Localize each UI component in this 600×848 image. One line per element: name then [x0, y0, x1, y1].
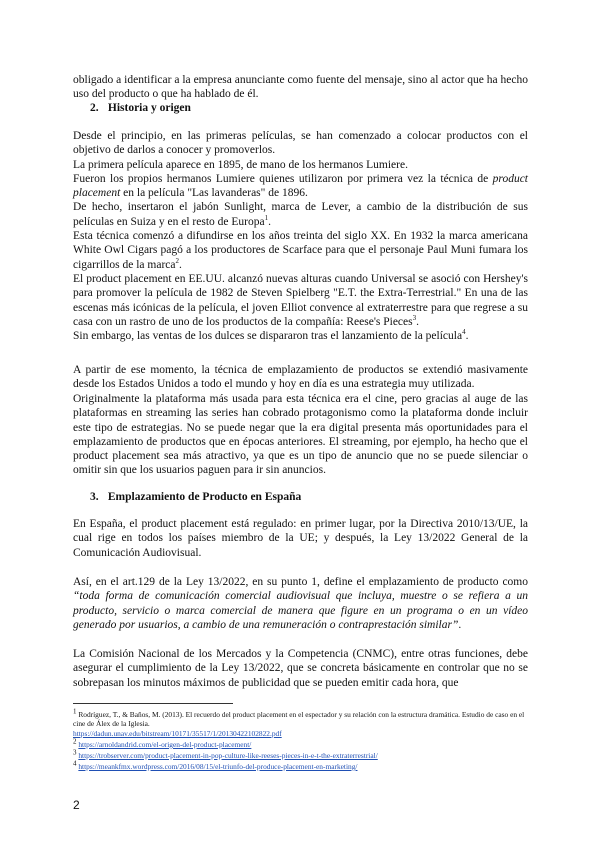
page-number: 2: [73, 798, 80, 812]
text-line: Desde el principio, en las primeras películas, se han comenzado a colocar productos con el objetivo de darlos a conocer y promoverlos.: [73, 130, 528, 157]
footnote-3: $^3$ https://trobserver.com/product-placement-in-pop-culture-like-reeses-pieces-in-e-t-the-extraterrestrial/: [73, 748, 378, 760]
footnote-2: $^2$ https://arnoldandrid.com/el-origen-del-product-placement/: [73, 737, 252, 749]
espana-paragraph-1: En España, el product placement está regulado: en primer lugar, por la Directiva 2010/13/UE, la cual rige en todos los países miembro de la UE; y después, la Ley 13/2022 General de la Comunicación Audiovisual.: [73, 518, 528, 559]
footnote-link[interactable]: https://meankfmx.wordpress.com/2016/08/15/el-triunfo-del-produce-placement-en-marketing/: [78, 762, 358, 771]
text-line: Sin embargo, las ventas de los dulces se dispararon tras el lanzamiento de la película$^4$.: [73, 328, 469, 343]
footnote-link[interactable]: https://trobserver.com/product-placement-in-pop-culture-like-reeses-pieces-in-e-t-the-extraterrestrial/: [78, 751, 378, 760]
footnote-ref[interactable]: 1: [264, 213, 269, 222]
section-number: 2.: [90, 102, 99, 114]
historia-paragraph-2: A partir de ese momento, la técnica de emplazamiento de productos se extendió masivamente desde los Estados Unidos a todo el mundo y hoy en día es una estrategia muy utilizada.: [73, 364, 528, 391]
text-line: El product placement en EE.UU. alcanzó nuevas alturas cuando Universal se asoció con Hershey's para promover la película de 1982 de Steven Spielberg "E.T. the Extra-Terrestrial." En una de las escenas más icónicas de la película, el joven Elliot convence al extraterrestre para que regrese a su casa con un rastro de uno de los productos de la compañía: Reese's Pieces$^3$.: [73, 272, 528, 328]
footnote-ref[interactable]: 3: [412, 314, 417, 323]
footnote-link[interactable]: https://dadun.unav.edu/bitstream/10171/35517/1/20130422102822.pdf: [73, 728, 282, 738]
top-paragraph: obligado a identificar a la empresa anunciante como fuente del mensaje, sino al actor que ha hecho uso del producto o que ha hablado de él.: [73, 74, 528, 101]
section-title: Emplazamiento de Producto en España: [107, 491, 302, 503]
text-line: La primera película aparece en 1895, de mano de los hermanos Lumiere.: [73, 158, 408, 171]
law-quote: “toda forma de comunicación comercial audiovisual que incluya, muestre o se refiera a un producto, servicio o marca comercial de manera que figure en un programa o en un vídeo generado por usuarios, a cambio de una remuneración o contraprestación similar”: [73, 590, 528, 631]
section-number: 3.: [90, 491, 99, 503]
text-line: De hecho, insertaron el jabón Sunlight, marca de Lever, a cambio de la distribución de sus películas en Suiza y en el resto de Europa$^1$.: [73, 201, 528, 228]
section-title: Historia y origen: [107, 102, 191, 114]
espana-paragraph-3: La Comisión Nacional de los Mercados y la Competencia (CNMC), entre otras funciones, debe asegurar el cumplimiento de la Ley 13/2022, que se concreta básicamente en controlar que no se sobrepasan los minutos máximos de publicidad que se pueden emitir cada hora, que: [73, 648, 528, 689]
footnote-ref[interactable]: 4: [462, 328, 466, 337]
historia-paragraph-3: Originalmente la plataforma más usada para esta técnica era el cine, pero gracias al auge de las plataformas en streaming las series han cobrado protagonismo como la plataforma donde incluir este tipo de estrategias. No se puede negar que la era digital presenta más oportunidades para el emplazamiento de productos que en épocas anteriores. El streaming, por ejemplo, ha hecho que el product placement sea más atractivo, ya que es un tipo de anuncio que no se puede silenciar o omitir sin que los usuarios paguen para ir sin anuncios.: [73, 393, 528, 477]
footnote-4: $^4$ https://meankfmx.wordpress.com/2016/08/15/el-triunfo-del-produce-placement-en-marketing/: [73, 759, 358, 771]
footnote-1: $^1$ Rodríguez, T., & Baños, M. (2013). El recuerdo del product placement en el espectador y su relación con la estructura dramática. Estudio de caso en el cine de Álex de la Iglesia. https://dadun.unav.edu/bitstream/10171/35517/1/20130422102822.pdf: [73, 707, 525, 738]
text-line: Fueron los propios hermanos Lumiere quienes utilizaron por primera vez la técnica de product placement en la película "Las lavanderas" de 1896.: [73, 172, 529, 200]
espana-paragraph-2: Así, en el art.129 de la Ley 13/2022, en su punto 1, define el emplazamiento de producto como “toda forma de comunicación comercial audiovisual que incluya, muestre o se refiera a un producto, servicio o marca comercial de manera que figure en un programa o en un vídeo generado por usuarios, a cambio de una remuneración o contraprestación similar”.: [73, 576, 528, 631]
footnote-link[interactable]: https://arnoldandrid.com/el-origen-del-product-placement/: [78, 740, 252, 749]
section-heading-espana: [90, 490, 301, 504]
historia-paragraph: [73, 129, 528, 343]
footnote-divider: [73, 703, 233, 704]
section-heading-historia: [90, 101, 191, 115]
footnote-ref[interactable]: 2: [175, 256, 179, 265]
text-line: Esta técnica comenzó a difundirse en los años treinta del siglo XX. En 1932 la marca americana White Owl Cigars pagó a los productores de Scarface para que el personaje Paul Muni fumara los cigarrillos de la marca$^2$.: [73, 230, 528, 271]
